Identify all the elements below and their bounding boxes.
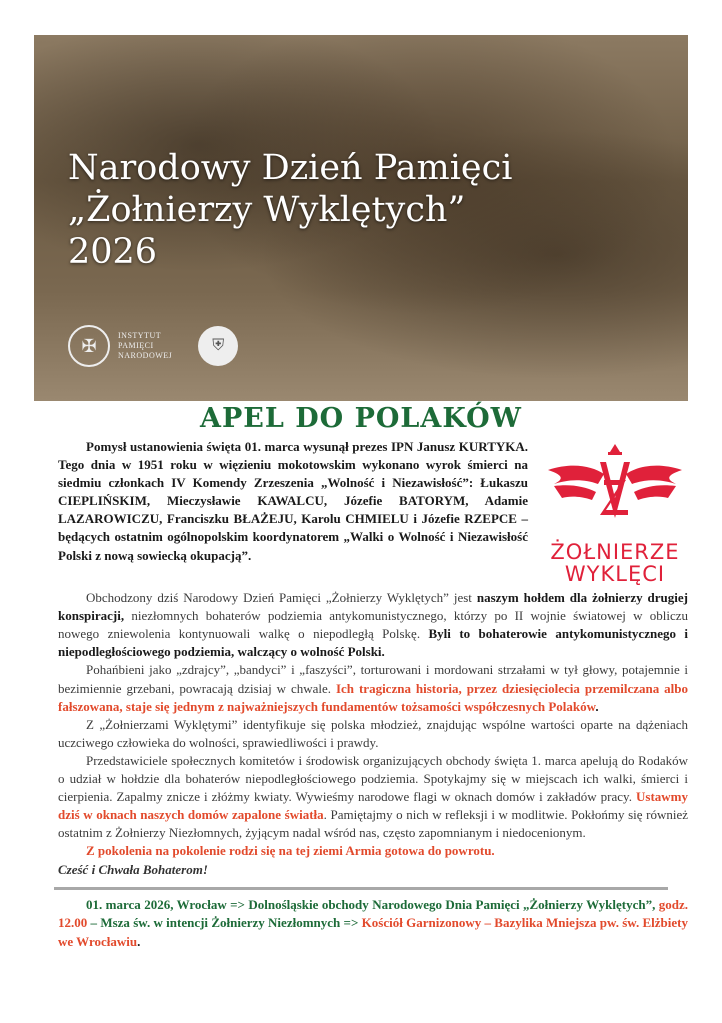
paragraph-5 — [58, 752, 688, 842]
text: Przedstawiciele społecznych komitetów i środowisk organizujących obchody święta 1. marca apelują do Rodaków o udział w hołdzie dla bohaterów niepodległościowego podziemia. Spotykajmy się w miejscach ich walki, śmierci i cierpienia. Zapalmy znicze i złóżmy kwiaty. Wywieśmy narodowe flagi w oknach domów i zakładów pracy. — [58, 752, 688, 805]
logo-text: ŻOŁNIERZE — [550, 540, 680, 565]
text: Obchodzony dziś Narodowy Dzień Pamięci „Żołnierzy Wyklętych” jest — [86, 590, 477, 606]
paragraph-6: Z pokolenia na pokolenie rodzi się na tej ziemi Armia gotowa do powrotu. — [86, 843, 495, 859]
ipn-line: PAMIĘCI — [118, 341, 154, 350]
event-paragraph — [58, 896, 688, 952]
eagle-emblem-icon: ✠ — [68, 325, 110, 367]
association-seal-icon: ⛨ — [198, 326, 238, 366]
title-line: Narodowy Dzień Pamięci — [68, 148, 513, 188]
event-time: godz. 12.00 — [58, 896, 688, 931]
green-text: 01. marca 2026, Wrocław => Dolnośląskie obchody Narodowego Dnia Pamięci „Żołnierzy Wyklętych”, — [86, 896, 659, 912]
ipn-logo-text — [118, 331, 172, 361]
event-info — [58, 896, 688, 952]
paragraph-3 — [58, 661, 688, 715]
poster-title — [68, 147, 512, 273]
logos — [68, 325, 238, 367]
red-text: Ich tragiczna historia, przez dziesięciolecia przemilczana albo fałszowana, staje się jednym z najważniejszych fundamentów tożsamości współczesnych Polaków — [58, 680, 688, 714]
bold-text: naszym hołdem dla żołnierzy drugiej konspiracji, — [58, 590, 688, 624]
paragraph-2 — [58, 589, 688, 661]
event-location: Kościół Garnizonowy – Bazylika Mniejsza pw. św. Elżbiety we Wrocławiu — [58, 915, 689, 949]
winged-anchor-icon — [542, 440, 688, 528]
text: . Pamiętajmy o nich w refleksji i w modlitwie. Pokłońmy się również ostatnim z Żołnierzy Niezłomnych, żyjącym nadal wśród nas, często zapomnianym i niedocenionym. — [58, 807, 688, 841]
text: Pohańbieni jako „zdrajcy”, „bandyci” i „faszyści”, torturowani i mordowani strzałami w tył głowy, potajemnie i bezimiennie grzebani, powracają dzisiaj w chwale. — [58, 662, 688, 696]
ipn-line: NARODOWEJ — [118, 351, 173, 360]
text: . — [595, 698, 599, 714]
paragraph-4: Z „Żołnierzami Wyklętymi” identyfikuje się polska młodzież, znajdując wspólne wartości oparte na dążeniach uczciwego człowieka do wolności, sprawiedliwości i prawdy. — [58, 716, 688, 750]
divider — [54, 887, 668, 890]
text: niezłomnych bohaterów podziemia antykomunistycznego, którzy po II wojnie światowej w obliczu nowego zniewolenia kontynuowali walkę o niepodległą Polskę. — [58, 608, 688, 642]
appeal-text — [58, 438, 688, 879]
closing-line: Cześć i Chwała Bohaterom! — [58, 861, 208, 877]
paragraph-1: Pomysł ustanowienia święta 01. marca wysunął prezes IPN Janusz KURTYKA. Tego dnia w 1951 roku w więzieniu mokotowskim wykonano wyrok śmierci na siedmiu członkach IV Komendy Zrzeszenia „Wolność i Niezawisłość”: Łukaszu CIEPLIŃSKIM, Mieczysławie KAWALCU, Józefie BATORYM, Adamie LAZAROWICZU, Franciszku BŁAŻEJU, Karolu CHMIELU i Józefie RZEPCE – będących ostatnim ogólnopolskim koordynatorem „Walki o Wolność i Niezawisłość Polski z nową sowiecką okupacją”. — [58, 439, 528, 563]
header-photo — [34, 35, 688, 401]
zolnierze-wykleci-logo — [542, 440, 688, 585]
red-text: Ustawmy dziś w oknach naszych domów zapalone światła — [58, 789, 688, 823]
ipn-line: INSTYTUT — [118, 331, 162, 340]
heading: APEL DO POLAKÓW — [200, 403, 522, 434]
title-line: 2026 — [68, 232, 158, 272]
text: . — [137, 933, 141, 949]
title-line: „Żołnierzy Wyklętych” — [68, 190, 466, 230]
logo-text: WYKLĘCI — [564, 562, 666, 587]
green-text: – Msza św. w intencji Żołnierzy Niezłomnych => — [87, 915, 362, 931]
bold-text: Byli to bohaterowie antykomunistycznego i niepodległościowego podziemia, walczący o wolność Polski. — [58, 626, 688, 660]
content — [0, 402, 722, 951]
